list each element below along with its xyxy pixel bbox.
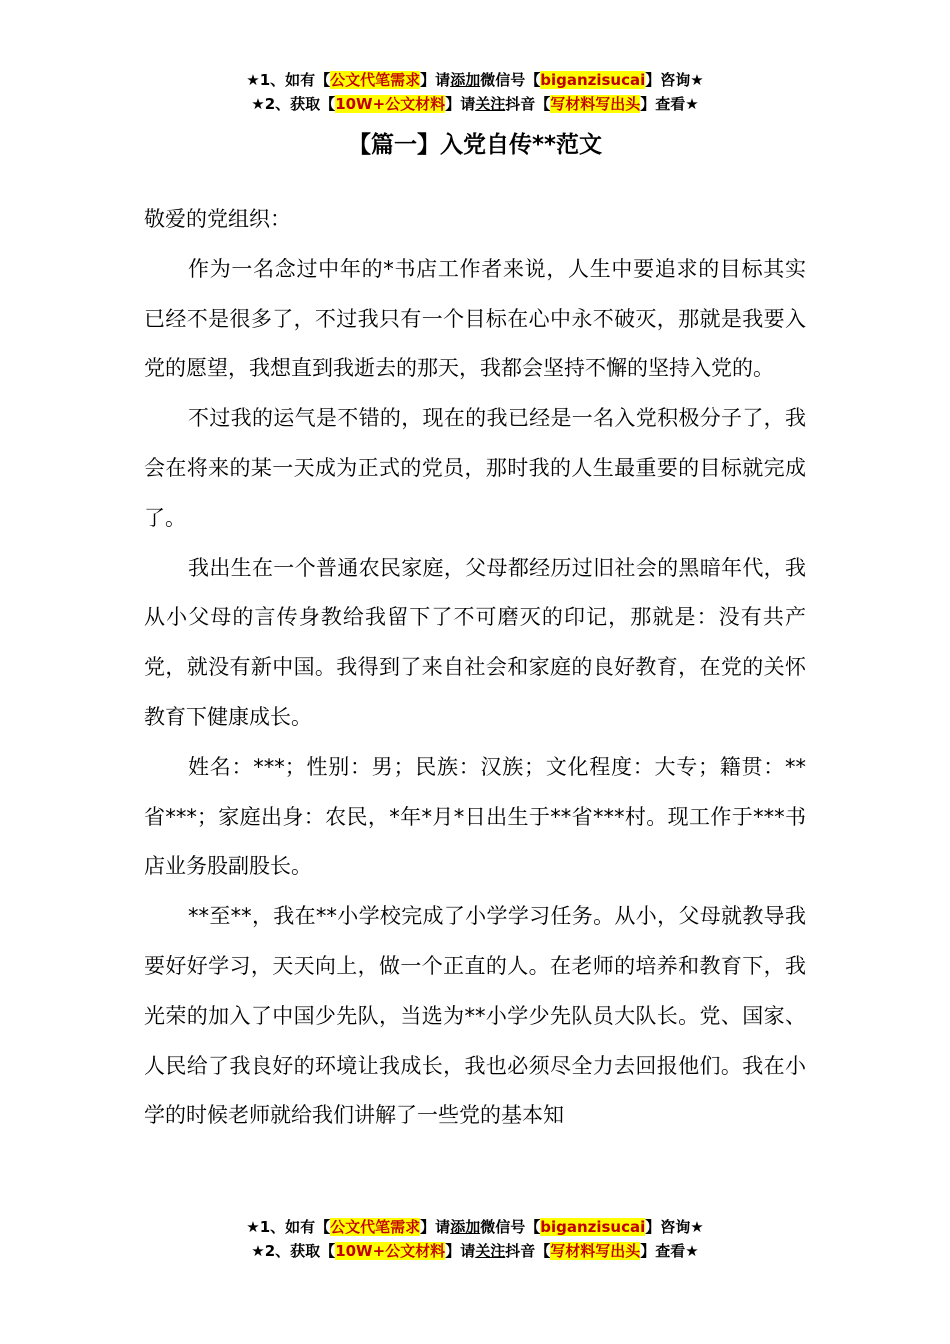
banner-text: ★2、获取【 <box>251 1242 336 1260</box>
underlined-text: 关注 <box>475 1242 506 1260</box>
banner-text: 】请 <box>420 1218 451 1236</box>
banner-text: 微信号【 <box>480 71 541 89</box>
document-title: 【篇一】入党自传**范文 <box>347 132 603 158</box>
paragraph: 姓名：***；性别：男；民族：汉族；文化程度：大专；籍贯：**省***；家庭出身：农民，*年*月*日出生于**省***村。现工作于***书店业务股副股长。 <box>144 754 806 879</box>
douyin-id: 写材料写出头 <box>550 1242 641 1260</box>
footer-banner <box>0 1215 950 1263</box>
banner-line-1 <box>0 1215 950 1239</box>
banner-text: 抖音【 <box>505 1242 551 1260</box>
banner-line-2 <box>0 1239 950 1263</box>
paragraph: 作为一名念过中年的*书店工作者来说，人生中要追求的目标其实已经不是很多了，不过我只有一个目标在心中永不破灭，那就是我要入党的愿望，我想直到我逝去的那天，我都会坚持不懈的坚持入党的。 <box>144 256 806 381</box>
banner-text: 微信号【 <box>480 1218 541 1236</box>
banner-text: 】请 <box>445 95 476 113</box>
paragraph: **至**，我在**小学校完成了小学学习任务。从小，父母就教导我要好好学习，天天向上，做一个正直的人。在老师的培养和教育下，我光荣的加入了中国少先队，当选为**小学少先队员大队长。党、国家、人民给了我良好的环境让我成长，我也必须尽全力去回报他们。我在小学的时候老师就给我们讲解了一些党的基本知 <box>144 904 806 1128</box>
banner-line-2 <box>0 92 950 116</box>
banner-text: ★1、如有【 <box>246 1218 331 1236</box>
underlined-text: 添加 <box>450 71 481 89</box>
highlight-text: 10W+公文材料 <box>335 95 446 113</box>
banner-text: 】咨询★ <box>645 1218 704 1236</box>
banner-text: 】请 <box>445 1242 476 1260</box>
salutation: 敬爱的党组织： <box>144 207 291 231</box>
highlight-text: 10W+公文材料 <box>335 1242 446 1260</box>
banner-text: ★2、获取【 <box>251 95 336 113</box>
paragraph: 我出生在一个普通农民家庭，父母都经历过旧社会的黑暗年代，我从小父母的言传身教给我留下了不可磨灭的印记，那就是：没有共产党，就没有新中国。我得到了来自社会和家庭的良好教育，在党的关怀教育下健康成长。 <box>144 555 806 729</box>
wechat-id: biganzisucai <box>540 1218 646 1236</box>
wechat-id: biganzisucai <box>540 71 646 89</box>
banner-line-1 <box>0 68 950 92</box>
highlight-text: 公文代笔需求 <box>330 71 421 89</box>
banner-text: 】查看★ <box>640 1242 699 1260</box>
underlined-text: 关注 <box>475 95 506 113</box>
underlined-text: 添加 <box>450 1218 481 1236</box>
header-banner <box>0 68 950 116</box>
banner-text: 】查看★ <box>640 95 699 113</box>
douyin-id: 写材料写出头 <box>550 95 641 113</box>
banner-text: 】咨询★ <box>645 71 704 89</box>
banner-text: ★1、如有【 <box>246 71 331 89</box>
highlight-text: 公文代笔需求 <box>330 1218 421 1236</box>
document-body <box>144 195 806 1141</box>
paragraph: 不过我的运气是不错的，现在的我已经是一名入党积极分子了，我会在将来的某一天成为正式的党员，那时我的人生最重要的目标就完成了。 <box>144 406 806 530</box>
banner-text: 】请 <box>420 71 451 89</box>
banner-text: 抖音【 <box>505 95 551 113</box>
